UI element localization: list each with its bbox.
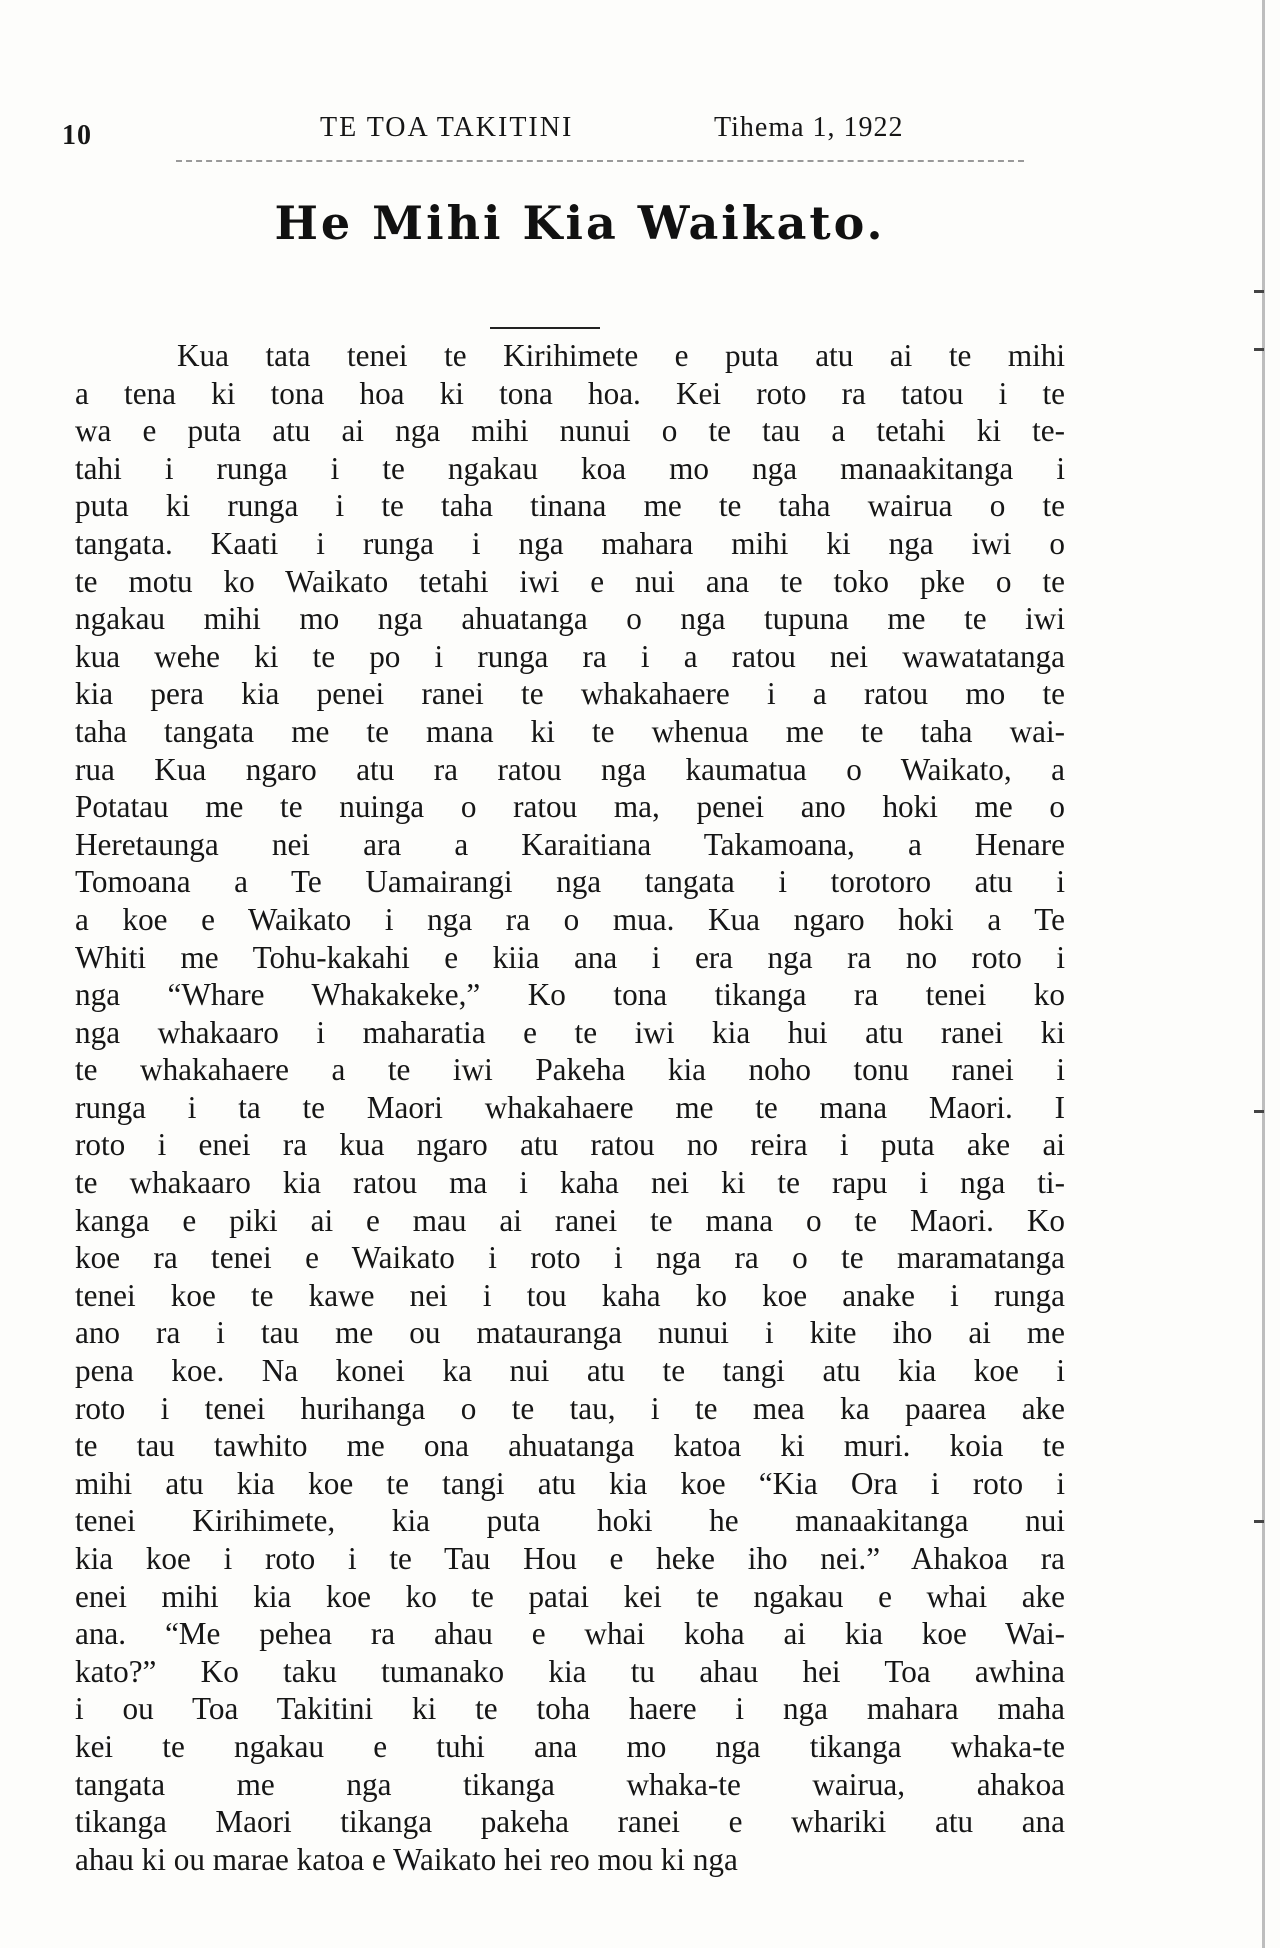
article-line: Whiti me Tohu-kakahi e kiia ana i era nga ra no roto i [75, 939, 1065, 975]
article-line: ano ra i tau me ou matauranga nunui i kite iho ai me [75, 1315, 1065, 1351]
article-line: Potatau me te nuinga o ratou ma, penei ano hoki me o [75, 789, 1065, 825]
article-line: kei te ngakau e tuhi ana mo nga tikanga whaka-te [75, 1728, 1065, 1764]
article-line: roto i enei ra kua ngaro atu ratou no reira i puta ake ai [75, 1127, 1065, 1163]
article-line: nga “Whare Whakakeke,” Ko tona tikanga ra tenei ko [75, 977, 1065, 1013]
article-line: te tau tawhito me ona ahuatanga katoa ki muri. koia te [75, 1428, 1065, 1464]
article-line: a koe e Waikato i nga ra o mua. Kua ngaro hoki a Te [75, 901, 1065, 937]
page-number: 10 [62, 120, 92, 151]
header-rule [176, 160, 1024, 162]
edge-mark [1254, 290, 1264, 293]
article-line: kanga e piki ai e mau ai ranei te mana o te Maori. Ko [75, 1202, 1065, 1238]
article-line: ana. “Me pehea ra ahau e whai koha ai kia koe Wai- [75, 1616, 1065, 1652]
article-line: te motu ko Waikato tetahi iwi e nui ana te toko pke o te [75, 563, 1065, 599]
article-body [75, 337, 1065, 1878]
headline-divider [490, 327, 600, 329]
article-line: te whakaaro kia ratou ma i kaha nei ki te rapu i nga ti- [75, 1165, 1065, 1201]
article-line: kia koe i roto i te Tau Hou e heke iho nei.” Ahakoa ra [75, 1541, 1065, 1576]
article-line: tenei koe te kawe nei i tou kaha ko koe anake i runga [75, 1277, 1065, 1313]
article-headline: He Mihi Kia Waikato. [274, 196, 886, 250]
article-line: mihi atu kia koe te tangi atu kia koe “Kia Ora i roto i [75, 1465, 1065, 1501]
page-header [62, 112, 1040, 152]
issue-date: Tihema 1, 1922 [714, 112, 904, 143]
article-line: Heretaunga nei ara a Karaitiana Takamoana, a Henare [75, 826, 1065, 862]
article-line: enei mihi kia koe ko te patai kei te ngakau e whai ake [75, 1578, 1065, 1614]
article-line: pena koe. Na konei ka nui atu te tangi atu kia koe i [75, 1353, 1065, 1389]
edge-mark [1254, 348, 1264, 351]
article-line: kato?” Ko taku tumanako kia tu ahau hei Toa awhina [75, 1653, 1065, 1689]
article-line: kua wehe ki te po i runga ra i a ratou nei wawatatanga [75, 638, 1065, 674]
article-line: koe ra tenei e Waikato i roto i nga ra o te maramatanga [75, 1240, 1065, 1276]
article-line: te whakahaere a te iwi Pakeha kia noho tonu ranei i [75, 1052, 1065, 1088]
article-line: a tena ki tona hoa ki tona hoa. Kei roto ra tatou i te [75, 375, 1065, 411]
article-line: runga i ta te Maori whakahaere me te mana Maori. I [75, 1089, 1065, 1125]
article-line: tenei Kirihimete, kia puta hoki he manaakitanga nui [75, 1503, 1065, 1539]
article-line: tangata. Kaati i runga i nga mahara mihi ki nga iwi o [75, 525, 1065, 561]
article-line: i ou Toa Takitini ki te toha haere i nga mahara maha [75, 1691, 1065, 1727]
article-line: rua Kua ngaro atu ra ratou nga kaumatua o Waikato, a [75, 751, 1065, 787]
article-line: tahi i runga i te ngakau koa mo nga manaakitanga i [75, 450, 1065, 486]
article-line: ahau ki ou marae katoa e Waikato hei reo mou ki nga [75, 1841, 738, 1877]
article-line: Kua tata tenei te Kirihimete e puta atu ai te mihi [177, 338, 1065, 373]
article-line: tangata me nga tikanga whaka-te wairua, ahakoa [75, 1766, 1065, 1802]
edge-mark [1254, 1110, 1264, 1113]
article-line: roto i tenei hurihanga o te tau, i te mea ka paarea ake [75, 1390, 1065, 1426]
article-line: ngakau mihi mo nga ahuatanga o nga tupuna me te iwi [75, 601, 1065, 637]
article-line: wa e puta atu ai nga mihi nunui o te tau a tetahi ki te- [75, 413, 1065, 449]
article-line: puta ki runga i te taha tinana me te taha wairua o te [75, 488, 1065, 524]
article-line: nga whakaaro i maharatia e te iwi kia hui atu ranei ki [75, 1014, 1065, 1050]
article-line: kia pera kia penei ranei te whakahaere i a ratou mo te [75, 676, 1065, 712]
edge-mark [1254, 1520, 1264, 1523]
article-line: tikanga Maori tikanga pakeha ranei e whariki atu ana [75, 1804, 1065, 1840]
article-line: Tomoana a Te Uamairangi nga tangata i torotoro atu i [75, 864, 1065, 900]
article-line: taha tangata me te mana ki te whenua me te taha wai- [75, 713, 1065, 749]
publication-title: TE TOA TAKITINI [320, 112, 574, 143]
